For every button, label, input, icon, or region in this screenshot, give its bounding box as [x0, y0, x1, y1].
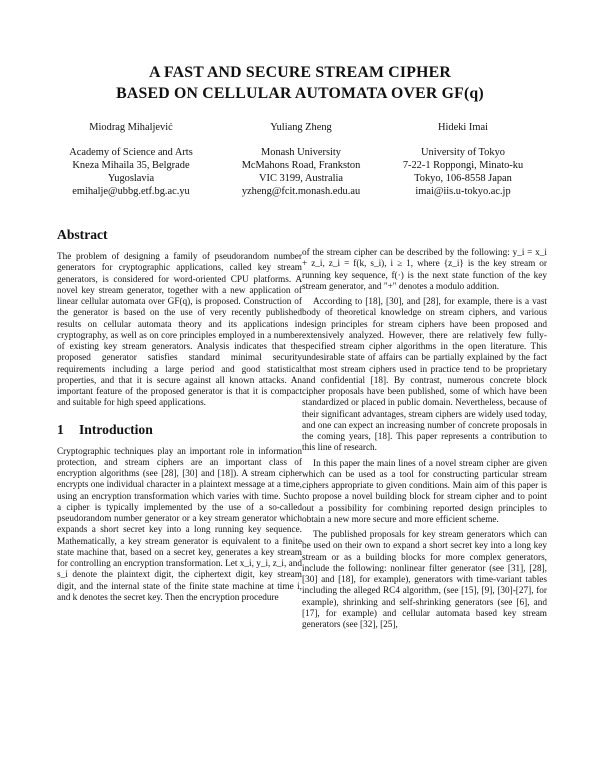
author-affiliation-line: McMahons Road, Frankston [241, 160, 361, 171]
body-paragraph-continuation: of the stream cipher can be described by the following: y_i = x_i + z_i, z_i = f(k, s_i), i ≥ 1, where {z_i} is the key stream or running key sequence, f(·) is the next state function of the key stream generator, and "+" denotes a modulo addition. [302, 248, 547, 292]
title-line-2: BASED ON CELLULAR AUTOMATA OVER GF(q) [116, 85, 484, 102]
paper-title [0, 62, 600, 104]
title-line-1: A FAST AND SECURE STREAM CIPHER [149, 64, 451, 81]
author-affiliation-line: 7-22-1 Roppongi, Minato-ku [402, 160, 524, 171]
author-name: Hideki Imai [438, 122, 488, 133]
author-email: emihalje@ubbg.etf.bg.ac.yu [72, 186, 190, 197]
introduction-paragraph: Cryptographic techniques play an important role in information protection, and stream ciphers are an important class of encryption algorithms (see [28], [30] and [18]). A stream cipher encrypts one individual character in a plaintext message at a time, using an encryption transformation which varies with time. Such a cipher is typically implemented by the use of a so-called pseudorandom number generator or a key stream generator which expands a short secret key into a long running key sequence. Mathematically, a key stream generator is equivalent to a finite state machine that, based on a secret key, generates a key stream for controlling an encryption transformation. Let x_i, y_i, z_i, and s_i denote the plaintext digit, the ciphertext digit, key stream digit, and the internal state of the finite state machine at time i, and k denotes the secret key. Then the encryption procedure [57, 446, 302, 603]
section-number: 1 [57, 421, 64, 437]
body-paragraph: According to [18], [30], and [28], for example, there is a vast body of theoretical knowledge on stream ciphers, and various design principles for stream ciphers have been proposed and extensively analyzed. However, there are relatively few fully-specified stream cipher algorithms in the open literature. This undesirable state of affairs can be partially explained by the fact that most stream ciphers used in practice tend to be proprietary and confidential [18]. By contrast, numerous concrete block cipher proposals have been published, some of which have been standardized or placed in public domain. Nevertheless, because of their significant advantages, stream ciphers are widely used today, and one can expect an increasing number of concrete proposals in the coming years, [18]. This paper represents a contribution to this line of research. [302, 297, 547, 454]
author-email: imai@iis.u-tokyo.ac.jp [415, 186, 511, 197]
left-column [57, 227, 302, 604]
right-column [302, 248, 547, 631]
author-name: Miodrag Mihaljević [89, 122, 173, 133]
author-name: Yuliang Zheng [270, 122, 332, 133]
author-email: yzheng@fcit.monash.edu.au [241, 186, 361, 197]
author-affiliation-line: Monash University [261, 147, 341, 158]
author-affiliation-line: University of Tokyo [421, 147, 505, 158]
author-2 [226, 121, 376, 198]
abstract-text: The problem of designing a family of pseudorandom number generators for cryptographic applications, called key stream generators, is considered for word-oriented CPU platforms. A novel key stream generator, together with a new application of linear cellular automata over GF(q), is proposed. Construction of the generator is based on the use of very recently published results on cellular automata theory and its applications in cryptography, as well as on core principles employed in a number of existing key stream generators. Analysis indicates that the proposed generator satisfies standard minimal security requirements including a large period and good statistical properties, and that it is secure against all known attacks. An important feature of the proposed generator is that it is compact and suitable for high speed applications. [57, 252, 302, 409]
abstract-heading: Abstract [57, 227, 108, 242]
author-affiliation-line: Tokyo, 106-8558 Japan [414, 173, 512, 184]
author-1 [57, 121, 205, 198]
author-affiliation-line: Yugoslavia [107, 173, 155, 184]
author-affiliation-line: Kneza Mihaila 35, Belgrade [72, 160, 190, 171]
author-affiliation-line: VIC 3199, Australia [259, 173, 343, 184]
body-paragraph: The published proposals for key stream generators which can be used on their own to expand a short secret key into a long key stream or as a building blocks for more complex generators, include the following: nonlinear filter generator (see [31], [28], [30] and [18], for example), generators with time-variant tables including the alleged RC4 algorithm, (see [15], [9], [30]-[27], for example), shrinking and self-shrinking generators (see [6], and [17], for example) and cellular automata based key stream generators (see [32], [25], [302, 530, 547, 630]
author-3 [383, 121, 543, 198]
author-affiliation-line: Academy of Science and Arts [69, 147, 193, 158]
introduction-heading [57, 422, 302, 438]
section-title: Introduction [79, 421, 153, 437]
body-paragraph: In this paper the main lines of a novel stream cipher are given which can be used as a tool for constructing particular stream ciphers appropriate to given conditions. Main aim of this paper is to propose a novel building block for stream cipher and to point out a possibility for combining reported design principles to obtain a new more secure and more efficient scheme. [302, 458, 547, 525]
